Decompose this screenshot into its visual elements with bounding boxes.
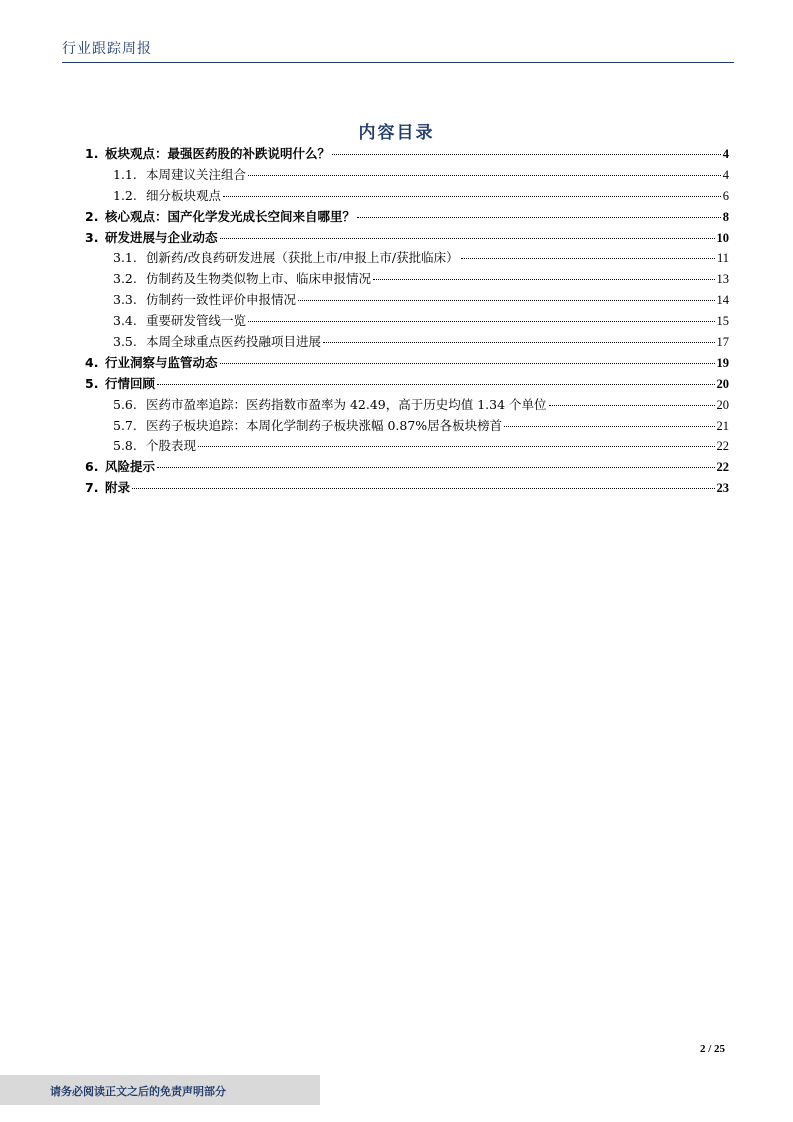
toc-entry[interactable] [85,228,729,249]
toc-entry-title: 创新药/改良药研发进展（获批上市/申报上市/获批临床） [146,250,459,266]
toc-entry[interactable] [85,207,729,228]
toc-entry[interactable] [85,436,729,457]
toc-entry[interactable] [85,144,729,165]
toc-entry-title: 重要研发管线一览 [146,313,247,329]
toc-entry-page: 4 [722,167,729,182]
toc-entry[interactable] [85,269,729,290]
toc-entry-title: 仿制药一致性评价申报情况 [146,292,297,308]
toc-entry-title: 行业洞察与监管动态 [105,354,218,370]
toc-entry-title: 医药子板块追踪：本周化学制药子板块涨幅 0.87%居各板块榜首 [146,417,503,433]
toc-entry-page: 21 [716,418,729,433]
toc-entry[interactable] [85,332,729,353]
toc-entry-page: 6 [722,188,729,203]
toc-entry-page: 14 [716,293,729,308]
toc-leader-dots [157,384,714,385]
toc-entry-page: 15 [716,314,729,329]
toc-entry-page: 22 [716,439,729,454]
toc-entry-title: 细分板块观点 [146,187,222,203]
toc-entry[interactable] [85,165,729,186]
toc-entry-number: 3.4. [113,313,137,329]
toc-entry-number: 7. [85,480,99,496]
toc-leader-dots [373,279,714,280]
toc-entry-number: 1. [85,146,99,161]
toc-entry-number: 5.6. [113,396,137,412]
toc-entry-number: 4. [85,354,99,370]
header-divider [62,62,734,63]
toc-entry-page: 4 [722,147,729,161]
toc-entry-title: 板块观点：最强医药股的补跌说明什么？ [105,146,331,161]
toc-entry-number: 3.2. [113,271,137,287]
toc-entry-number: 3. [85,229,99,245]
toc-leader-dots [248,321,714,322]
toc-entry-number: 1.2. [113,187,137,203]
toc-leader-dots [132,488,714,489]
toc-entry[interactable] [85,311,729,332]
toc-entry-page: 13 [716,272,729,287]
toc-entry-number: 1.1. [113,166,137,182]
running-header: 行业跟踪周报 [62,41,152,57]
toc-leader-dots [248,175,721,176]
toc-entry[interactable] [85,353,729,374]
toc-entry-title: 医药市盈率追踪：医药指数市盈率为 42.49，高于历史均值 1.34 个单位 [146,396,547,412]
toc-entry[interactable] [85,186,729,207]
toc-entry[interactable] [85,457,729,478]
toc-entry[interactable] [85,374,729,395]
toc-entry-number: 6. [85,459,99,475]
toc-entry-page: 8 [722,209,729,224]
toc-entry-page: 17 [716,335,729,350]
toc-entry-page: 20 [716,376,729,391]
toc-leader-dots [220,363,715,364]
toc-entry-page: 20 [716,397,729,412]
toc-entry-title: 附录 [105,480,131,496]
toc-leader-dots [332,154,721,155]
toc-entry-title: 风险提示 [105,459,156,475]
toc-entry[interactable] [85,478,729,499]
toc-leader-dots [549,405,715,406]
toc-entry-title: 行情回顾 [105,375,156,391]
toc-entry[interactable] [85,395,729,416]
toc-entry-page: 11 [716,251,729,266]
toc-entry-title: 本周全球重点医药投融项目进展 [146,334,322,350]
page-number: 2 / 25 [700,1043,726,1055]
toc-entry[interactable] [85,248,729,269]
toc-entry-title: 仿制药及生物类似物上市、临床申报情况 [146,271,372,287]
toc-entry-title: 本周建议关注组合 [146,166,247,182]
toc-entry-number: 3.1. [113,250,137,266]
toc-entry-title: 核心观点：国产化学发光成长空间来自哪里？ [105,208,356,224]
toc-entry-title: 研发进展与企业动态 [105,229,218,245]
toc-leader-dots [223,196,721,197]
toc-entry-number: 5.7. [113,417,137,433]
toc-leader-dots [461,258,715,259]
toc-entry-page: 19 [716,355,729,370]
toc-leader-dots [220,238,715,239]
toc-entry-number: 5.8. [113,438,137,454]
toc-leader-dots [323,342,714,343]
table-of-contents [85,144,729,499]
toc-leader-dots [198,446,714,447]
toc-leader-dots [357,217,721,218]
toc-entry-number: 5. [85,375,99,391]
toc-entry-page: 22 [716,460,729,475]
toc-entry-page: 23 [716,481,729,496]
toc-entry[interactable] [85,290,729,311]
toc-entry-number: 2. [85,208,99,224]
toc-title: 内容目录 [358,123,435,143]
toc-leader-dots [504,426,714,427]
toc-entry-number: 3.3. [113,292,137,308]
toc-entry-title: 个股表现 [146,438,197,454]
toc-entry-number: 3.5. [113,334,137,350]
toc-leader-dots [157,467,714,468]
toc-leader-dots [298,300,714,301]
disclaimer-note: 请务必阅读正文之后的免责声明部分 [50,1085,226,1098]
toc-entry[interactable] [85,416,729,437]
toc-entry-page: 10 [716,230,729,245]
